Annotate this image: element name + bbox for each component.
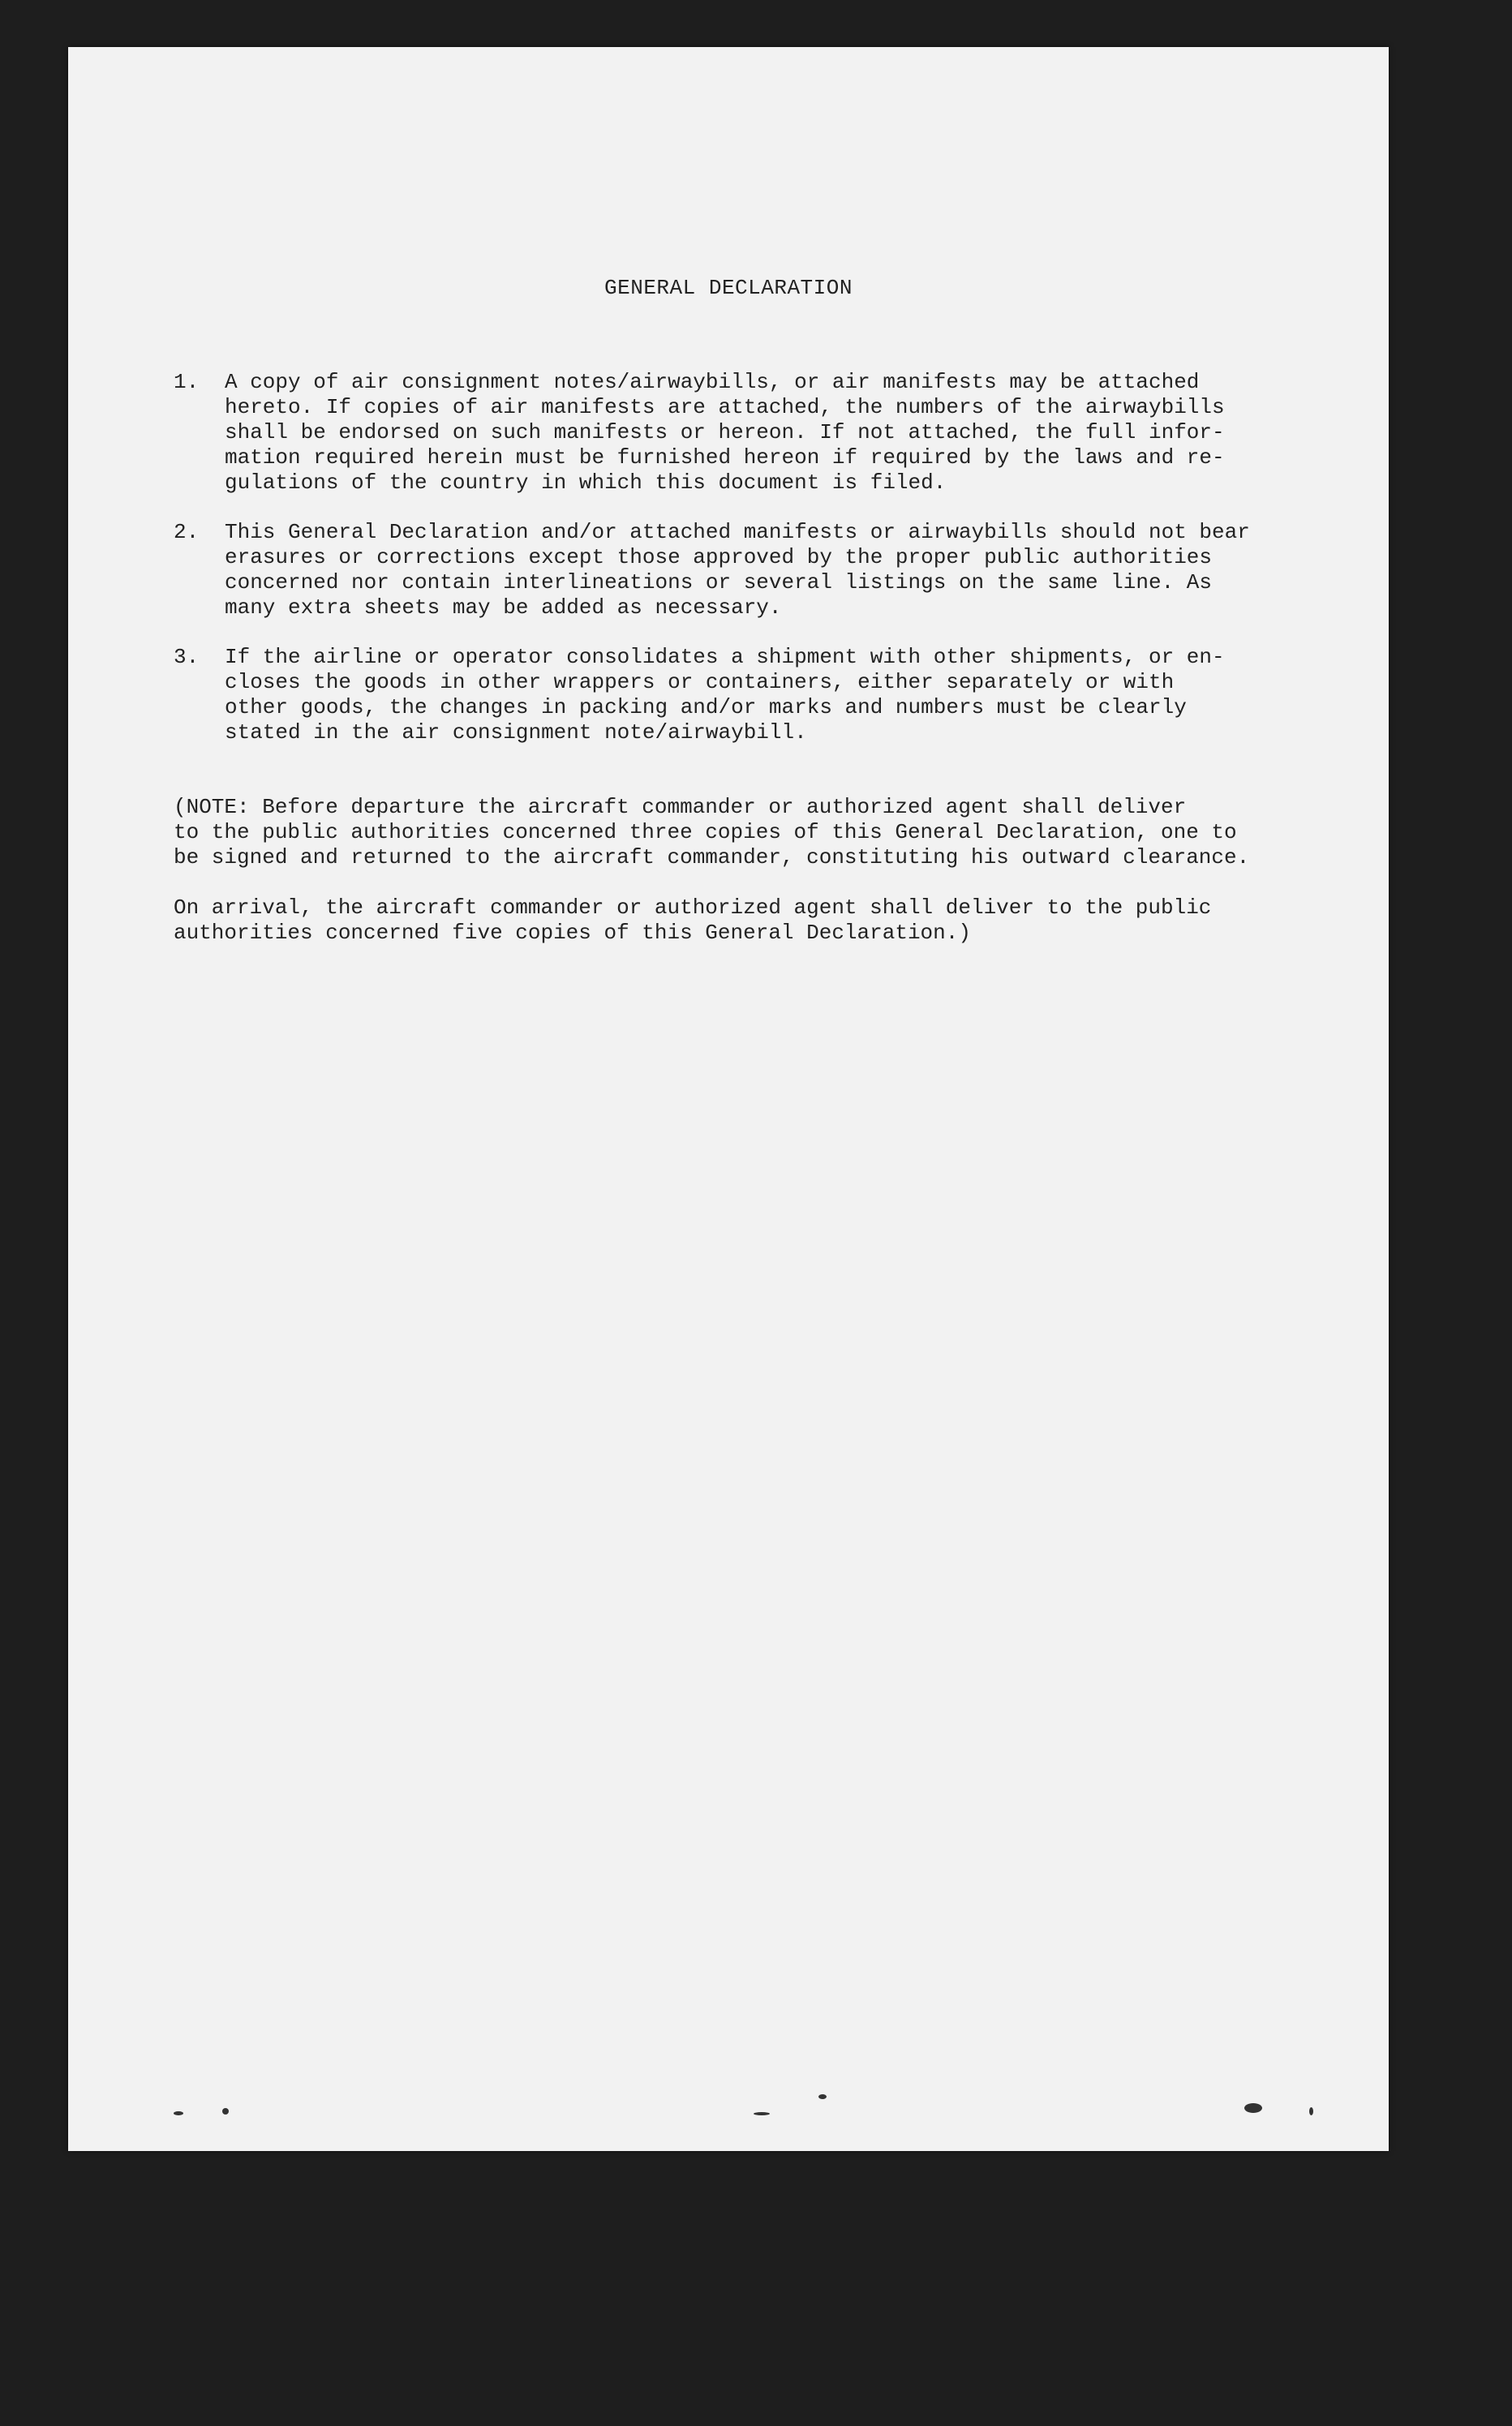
item-text: If the airline or operator consolidates a shipment with other shipments, or en- closes the goods in other wrappers or containers, either separately or with other goods, the changes in packing and/or marks and numbers must be clearly stated in the air consignment note/airwaybill. bbox=[225, 645, 1225, 745]
arrival-note-paragraph: On arrival, the aircraft commander or authorized agent shall deliver to the public authorities concerned five copies of this General Declaration.) bbox=[174, 895, 1212, 945]
declaration-item-1 bbox=[174, 370, 1309, 496]
declaration-item-3 bbox=[174, 645, 1309, 745]
document-title: GENERAL DECLARATION bbox=[604, 276, 853, 300]
document-page bbox=[68, 47, 1389, 2151]
scan-speck bbox=[222, 2108, 229, 2115]
scan-speck bbox=[818, 2094, 827, 2099]
item-text: This General Declaration and/or attached manifests or airwaybills should not bear erasures or corrections except those approved by the proper public authorities concerned nor contain interlineations or several listings on the same line. As many extra sheets may be added as necessary. bbox=[225, 520, 1250, 620]
scan-speck bbox=[174, 2111, 183, 2115]
item-text: A copy of air consignment notes/airwaybills, or air manifests may be attached hereto. If copies of air manifests are attached, the numbers of the airwaybills shall be endorsed on such manifests or hereon. If not attached, the full infor- mation required herein must be furnished hereon if required by the laws and re- gulations of the country in which this document is filed. bbox=[225, 370, 1225, 495]
scan-speck bbox=[754, 2112, 770, 2115]
item-number: 1. bbox=[174, 370, 200, 394]
declaration-item-2 bbox=[174, 520, 1309, 620]
scan-speck bbox=[1309, 2107, 1313, 2115]
item-number: 3. bbox=[174, 645, 200, 669]
scan-speck bbox=[1244, 2103, 1262, 2113]
item-number: 2. bbox=[174, 520, 200, 544]
note-paragraph: (NOTE: Before departure the aircraft commander or authorized agent shall deliver to the public authorities concerned three copies of this General Declaration, one to be signed and returned to the aircraft commander, constituting his outward clearance. bbox=[174, 795, 1250, 869]
